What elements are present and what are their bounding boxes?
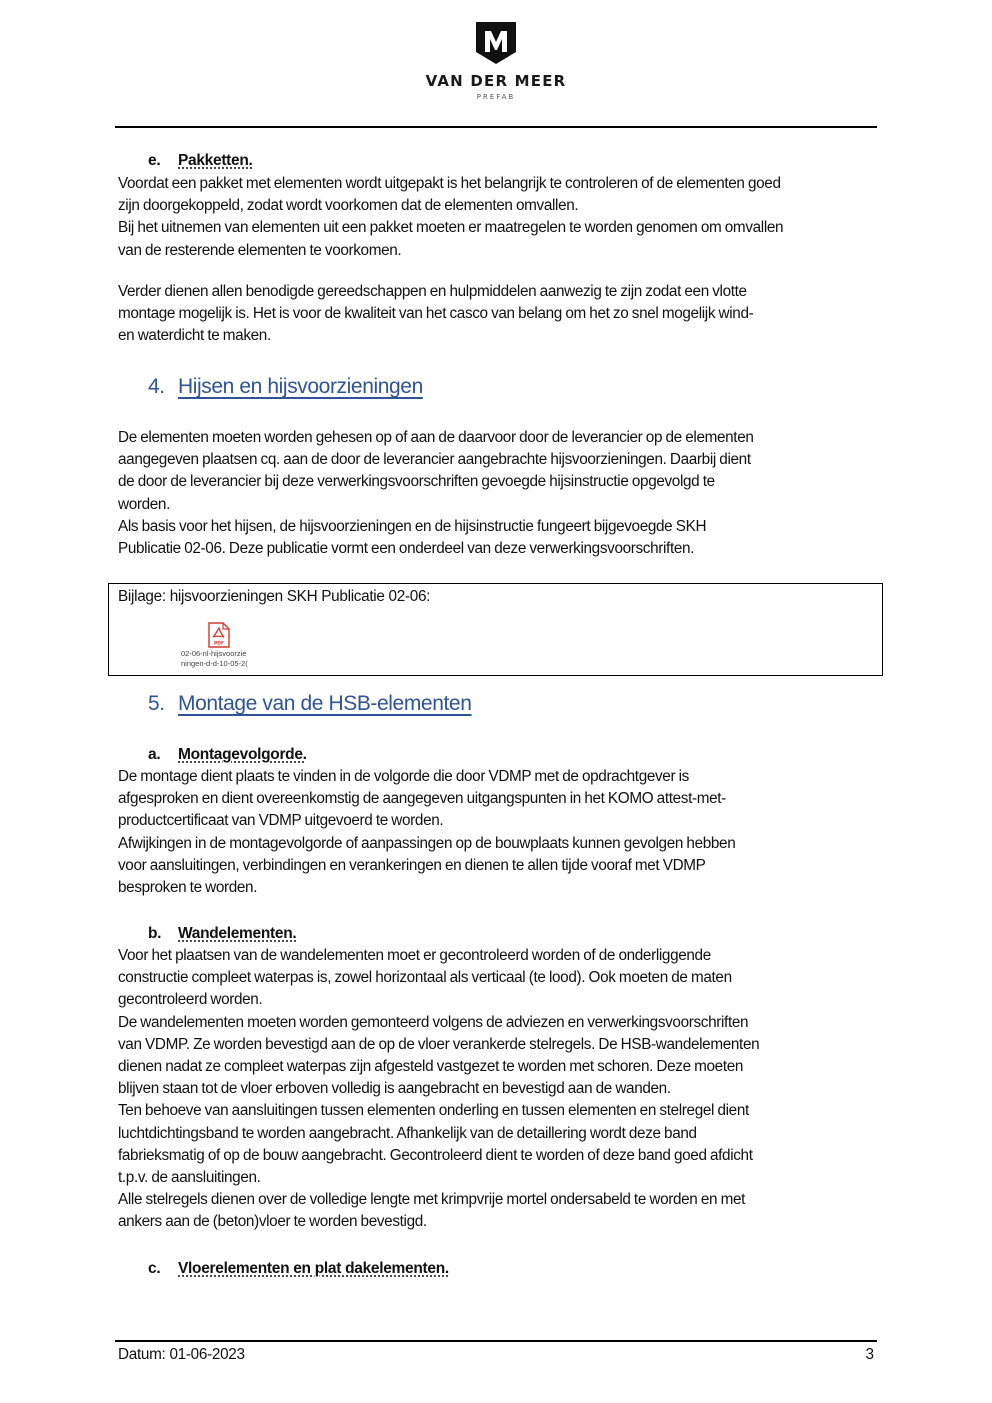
text-line: t.p.v. de aansluitingen. — [118, 1169, 261, 1187]
header-divider — [115, 126, 877, 128]
text-line: Bij het uitnemen van elementen uit een pakket moeten er maatregelen te worden genomen om omvallen — [118, 219, 784, 237]
subheading-title: Vloerelementen en plat dakelementen. — [178, 1260, 449, 1277]
text-line: luchtdichtingsband te worden aangebracht. Afhankelijk van de detaillering wordt deze band — [118, 1124, 697, 1142]
text-line: De montage dient plaats te vinden in de volgorde die door VDMP met de opdrachtgever is — [118, 768, 689, 785]
subheading-letter: c. — [148, 1260, 161, 1277]
text-line: fabrieksmatig of op de bouw aangebracht. Gecontroleerd dient te worden of deze band goed afdicht — [118, 1146, 753, 1164]
company-logo — [0, 20, 992, 101]
heading-section-4 — [148, 375, 423, 399]
logo-company-name: VAN DER MEER — [425, 72, 567, 90]
text-line: De wandelementen moeten worden gemonteerd volgens de adviezen en verwerkingsvoorschriften — [118, 1013, 749, 1031]
text-line: zijn doorgekoppeld, zodat wordt voorkomen dat de elementen omvallen. — [118, 197, 579, 215]
heading-number: 4. — [148, 375, 165, 398]
subheading-title: Wandelementen. — [178, 925, 297, 942]
subheading-title: Pakketten. — [178, 152, 253, 169]
text-line: ankers aan de (beton)vloer te worden bevestigd. — [118, 1213, 427, 1231]
text-line: blijven staan tot de vloer erboven volledig is aangebracht en bevestigd aan de wanden. — [118, 1080, 671, 1098]
pdf-file-icon — [208, 622, 230, 648]
subheading-letter: e. — [148, 152, 161, 169]
pdf-badge: PDF — [213, 641, 225, 647]
subheading-vloerelementen — [148, 1260, 449, 1278]
footer-divider — [115, 1340, 877, 1342]
paragraph-pakketten-1 — [118, 173, 878, 262]
text-line: en waterdicht te maken. — [118, 327, 271, 345]
text-line: productcertificaat van VDMP uitgevoerd te worden. — [118, 812, 444, 830]
attachment-box — [108, 583, 883, 676]
filename-line: 02-06-nl-hijsvoorzie — [181, 649, 247, 658]
text-line: Publicatie 02-06. Deze publicatie vormt een onderdeel van deze verwerkingsvoorschriften. — [118, 540, 695, 558]
text-line: De elementen moeten worden gehesen op of aan de daarvoor door de leverancier op de elementen — [118, 429, 754, 446]
text-line: Voor het plaatsen van de wandelementen moet er gecontroleerd worden of de onderliggende — [118, 947, 711, 964]
shield-m-icon — [474, 20, 518, 66]
text-line: worden. — [118, 495, 170, 513]
filename-line: ningen-d-d-10-05-2( — [181, 659, 248, 668]
text-line: Verder dienen allen benodigde gereedschappen en hulpmiddelen aanwezig te zijn zodat een vlotte — [118, 283, 747, 300]
heading-section-5 — [148, 692, 472, 716]
attachment-filename — [179, 649, 259, 669]
text-line: Voordat een pakket met elementen wordt uitgepakt is het belangrijk te controleren of de elementen goed — [118, 175, 781, 192]
heading-title[interactable]: Montage van de HSB-elementen — [178, 692, 472, 715]
attachment-label: Bijlage: hijsvoorzieningen SKH Publicatie 02-06: — [118, 588, 431, 605]
text-line: constructie compleet waterpas is, zowel horizontaal als verticaal (te lood). Ook moeten de maten — [118, 969, 732, 987]
text-line: Ten behoeve van aansluitingen tussen elementen onderling en tussen elementen en stelregel dient — [118, 1102, 749, 1120]
paragraph-wandelementen — [118, 945, 878, 1234]
heading-number: 5. — [148, 692, 165, 715]
paragraph-pakketten-2 — [118, 281, 878, 348]
text-line: van VDMP. Ze worden bevestigd aan de op de vloer verankerde stelregels. De HSB-wandelementen — [118, 1035, 760, 1053]
paragraph-montagevolgorde — [118, 766, 878, 899]
text-line: Alle stelregels dienen over de volledige lengte met krimpvrije mortel ondersabeld te worden en met — [118, 1191, 746, 1209]
text-line: montage mogelijk is. Het is voor de kwaliteit van het casco van belang om het zo snel mogelijk wind- — [118, 305, 754, 323]
subheading-pakketten — [148, 152, 253, 170]
text-line: afgesproken en dient overeenkomstig de aangegeven uitgangspunten in het KOMO attest-met- — [118, 790, 726, 808]
text-line: voor aansluitingen, verbindingen en verankeringen en dienen te allen tijde vooraf met VDMP — [118, 856, 706, 874]
page-number: 3 — [865, 1346, 874, 1363]
subheading-letter: a. — [148, 746, 161, 763]
logo-subtitle: PREFAB — [476, 93, 516, 101]
text-line: Afwijkingen in de montagevolgorde of aanpassingen op de bouwplaats kunnen gevolgen hebben — [118, 834, 736, 852]
text-line: aangegeven plaatsen cq. aan de door de leverancier aangebrachte hijsvoorzieningen. Daarbij dient — [118, 451, 751, 469]
text-line: besproken te worden. — [118, 879, 258, 897]
text-line: de door de leverancier bij deze verwerkingsvoorschriften gevoegde hijsinstructie opgevolgd te — [118, 473, 715, 491]
attachment-pdf-file[interactable] — [179, 622, 259, 669]
text-line: Als basis voor het hijsen, de hijsvoorzieningen en de hijsinstructie fungeert bijgevoegde SKH — [118, 517, 707, 535]
footer-date: Datum: 01-06-2023 — [118, 1346, 245, 1363]
paragraph-hijsen — [118, 427, 878, 560]
subheading-letter: b. — [148, 925, 162, 942]
subheading-montagevolgorde — [148, 746, 307, 764]
heading-title[interactable]: Hijsen en hijsvoorzieningen — [178, 375, 423, 398]
subheading-wandelementen — [148, 925, 296, 943]
subheading-title: Montagevolgorde. — [178, 746, 307, 763]
text-line: gecontroleerd worden. — [118, 991, 263, 1009]
text-line: van de resterende elementen te voorkomen. — [118, 241, 402, 259]
text-line: dienen nadat ze compleet waterpas zijn afgesteld vastgezet te worden met schoren. Deze moeten — [118, 1058, 744, 1076]
